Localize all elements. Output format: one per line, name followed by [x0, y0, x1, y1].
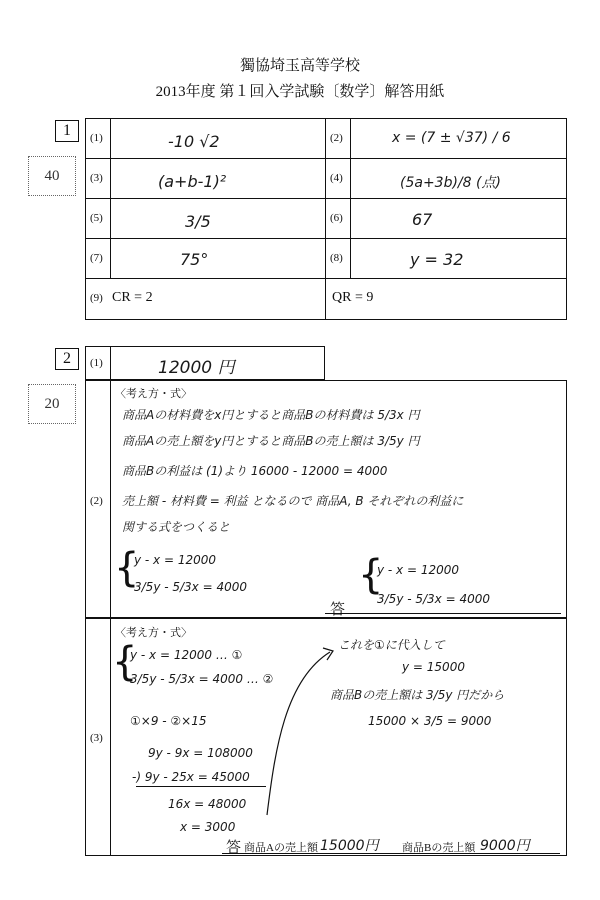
q2-2-answer-brace: { [358, 552, 384, 598]
q2-3-ans-b: 9000円 [480, 838, 530, 854]
q2-2-line4: 売上額 - 材料費 = 利益 となるので 商品A, B それぞれの利益に [122, 494, 464, 508]
q2-3-arrow [255, 640, 345, 820]
q1-8-num: (8) [330, 252, 343, 264]
q2-3-step5: x = 3000 [180, 820, 236, 834]
q2-3-ans-a: 15000円 [320, 838, 379, 854]
q2-3-right4: 15000 × 3/5 = 9000 [368, 714, 492, 728]
q2-2-eq2: 3/5y - 5/3x = 4000 [134, 580, 248, 594]
section2-label: 2 [55, 348, 79, 370]
q2-3-right2: y = 15000 [402, 660, 465, 674]
q1-3-num: (3) [90, 172, 103, 184]
q2-3-num: (3) [90, 732, 103, 744]
school-name: 獨協埼玉高等学校 [239, 58, 360, 74]
q1-9-num: (9) [90, 292, 103, 304]
q2-3-right1: これを①に代入して [338, 638, 445, 652]
q1-9-answer-cr: CR = 2 [112, 290, 153, 305]
q2-2-line3: 商品Bの利益は (1)より 16000 - 12000 = 4000 [122, 464, 388, 478]
q1-6-num: (6) [330, 212, 343, 224]
q2-2-answer-eq2: 3/5y - 5/3x = 4000 [377, 592, 491, 606]
q1-2-answer: x = (7 ± √37) / 6 [392, 130, 511, 146]
q1-4-answer: (5a+3b)/8 (点) [400, 175, 501, 191]
q1-5-answer: 3/5 [185, 212, 211, 231]
q2-2-line1: 商品Aの材料費をx円とすると商品Bの材料費は 5/3x 円 [122, 408, 420, 422]
q1-5-num: (5) [90, 212, 103, 224]
q1-2-num: (2) [330, 132, 343, 144]
q2-3-step1: ①×9 - ②×15 [130, 714, 207, 728]
q1-7-num: (7) [90, 252, 103, 264]
q2-2-brace: { [114, 545, 140, 591]
q2-3-answer-label: 答 [226, 840, 242, 856]
q2-3-step3: -) 9y - 25x = 45000 [132, 770, 250, 784]
q1-6-answer: 67 [412, 210, 433, 229]
q1-8-answer: y = 32 [410, 250, 464, 269]
q2-1-num: (1) [90, 357, 103, 369]
q2-3-step2: 9y - 9x = 108000 [148, 746, 253, 760]
q2-3-ans-a-label: 商品Aの売上額 [244, 842, 318, 854]
q1-3-answer: (a+b-1)² [158, 172, 227, 191]
q2-2-line5: 関する式をつくると [122, 520, 231, 534]
q2-3-step4: 16x = 48000 [168, 797, 247, 811]
section2-score: 20 [28, 384, 76, 424]
table-frame [85, 118, 567, 320]
q1-9-answer-qr: QR = 9 [332, 290, 374, 305]
q2-2-answer-label: 答 [330, 602, 346, 618]
q2-3-note: 〈考え方・式〉 [115, 627, 192, 639]
section1-score: 40 [28, 156, 76, 196]
q2-2-note: 〈考え方・式〉 [115, 388, 192, 400]
q2-1-answer: 12000 円 [158, 358, 235, 378]
q2-3-ans-b-label: 商品Bの売上額 [402, 842, 476, 854]
q2-2-answer-eq1: y - x = 12000 [377, 563, 460, 577]
q2-2-eq1: y - x = 12000 [134, 553, 217, 567]
q1-1-num: (1) [90, 132, 103, 144]
q2-2-num: (2) [90, 495, 103, 507]
q1-4-num: (4) [330, 172, 343, 184]
q2-3-eq2: 3/5y - 5/3x = 4000 … ② [130, 672, 274, 686]
q2-3-eq1: y - x = 12000 … ① [130, 648, 243, 662]
q2-3-brace: { [112, 639, 138, 685]
q1-7-answer: 75° [180, 250, 209, 269]
q2-2-line2: 商品Aの売上額をy円とすると商品Bの売上額は 3/5y 円 [122, 434, 420, 448]
section1-label: 1 [55, 120, 79, 142]
q1-1-answer: -10 √2 [168, 132, 220, 151]
page-title: 2013年度 第１回入学試験〔数学〕解答用紙 [155, 84, 445, 100]
q2-3-right3: 商品Bの売上額は 3/5y 円だから [330, 688, 505, 702]
